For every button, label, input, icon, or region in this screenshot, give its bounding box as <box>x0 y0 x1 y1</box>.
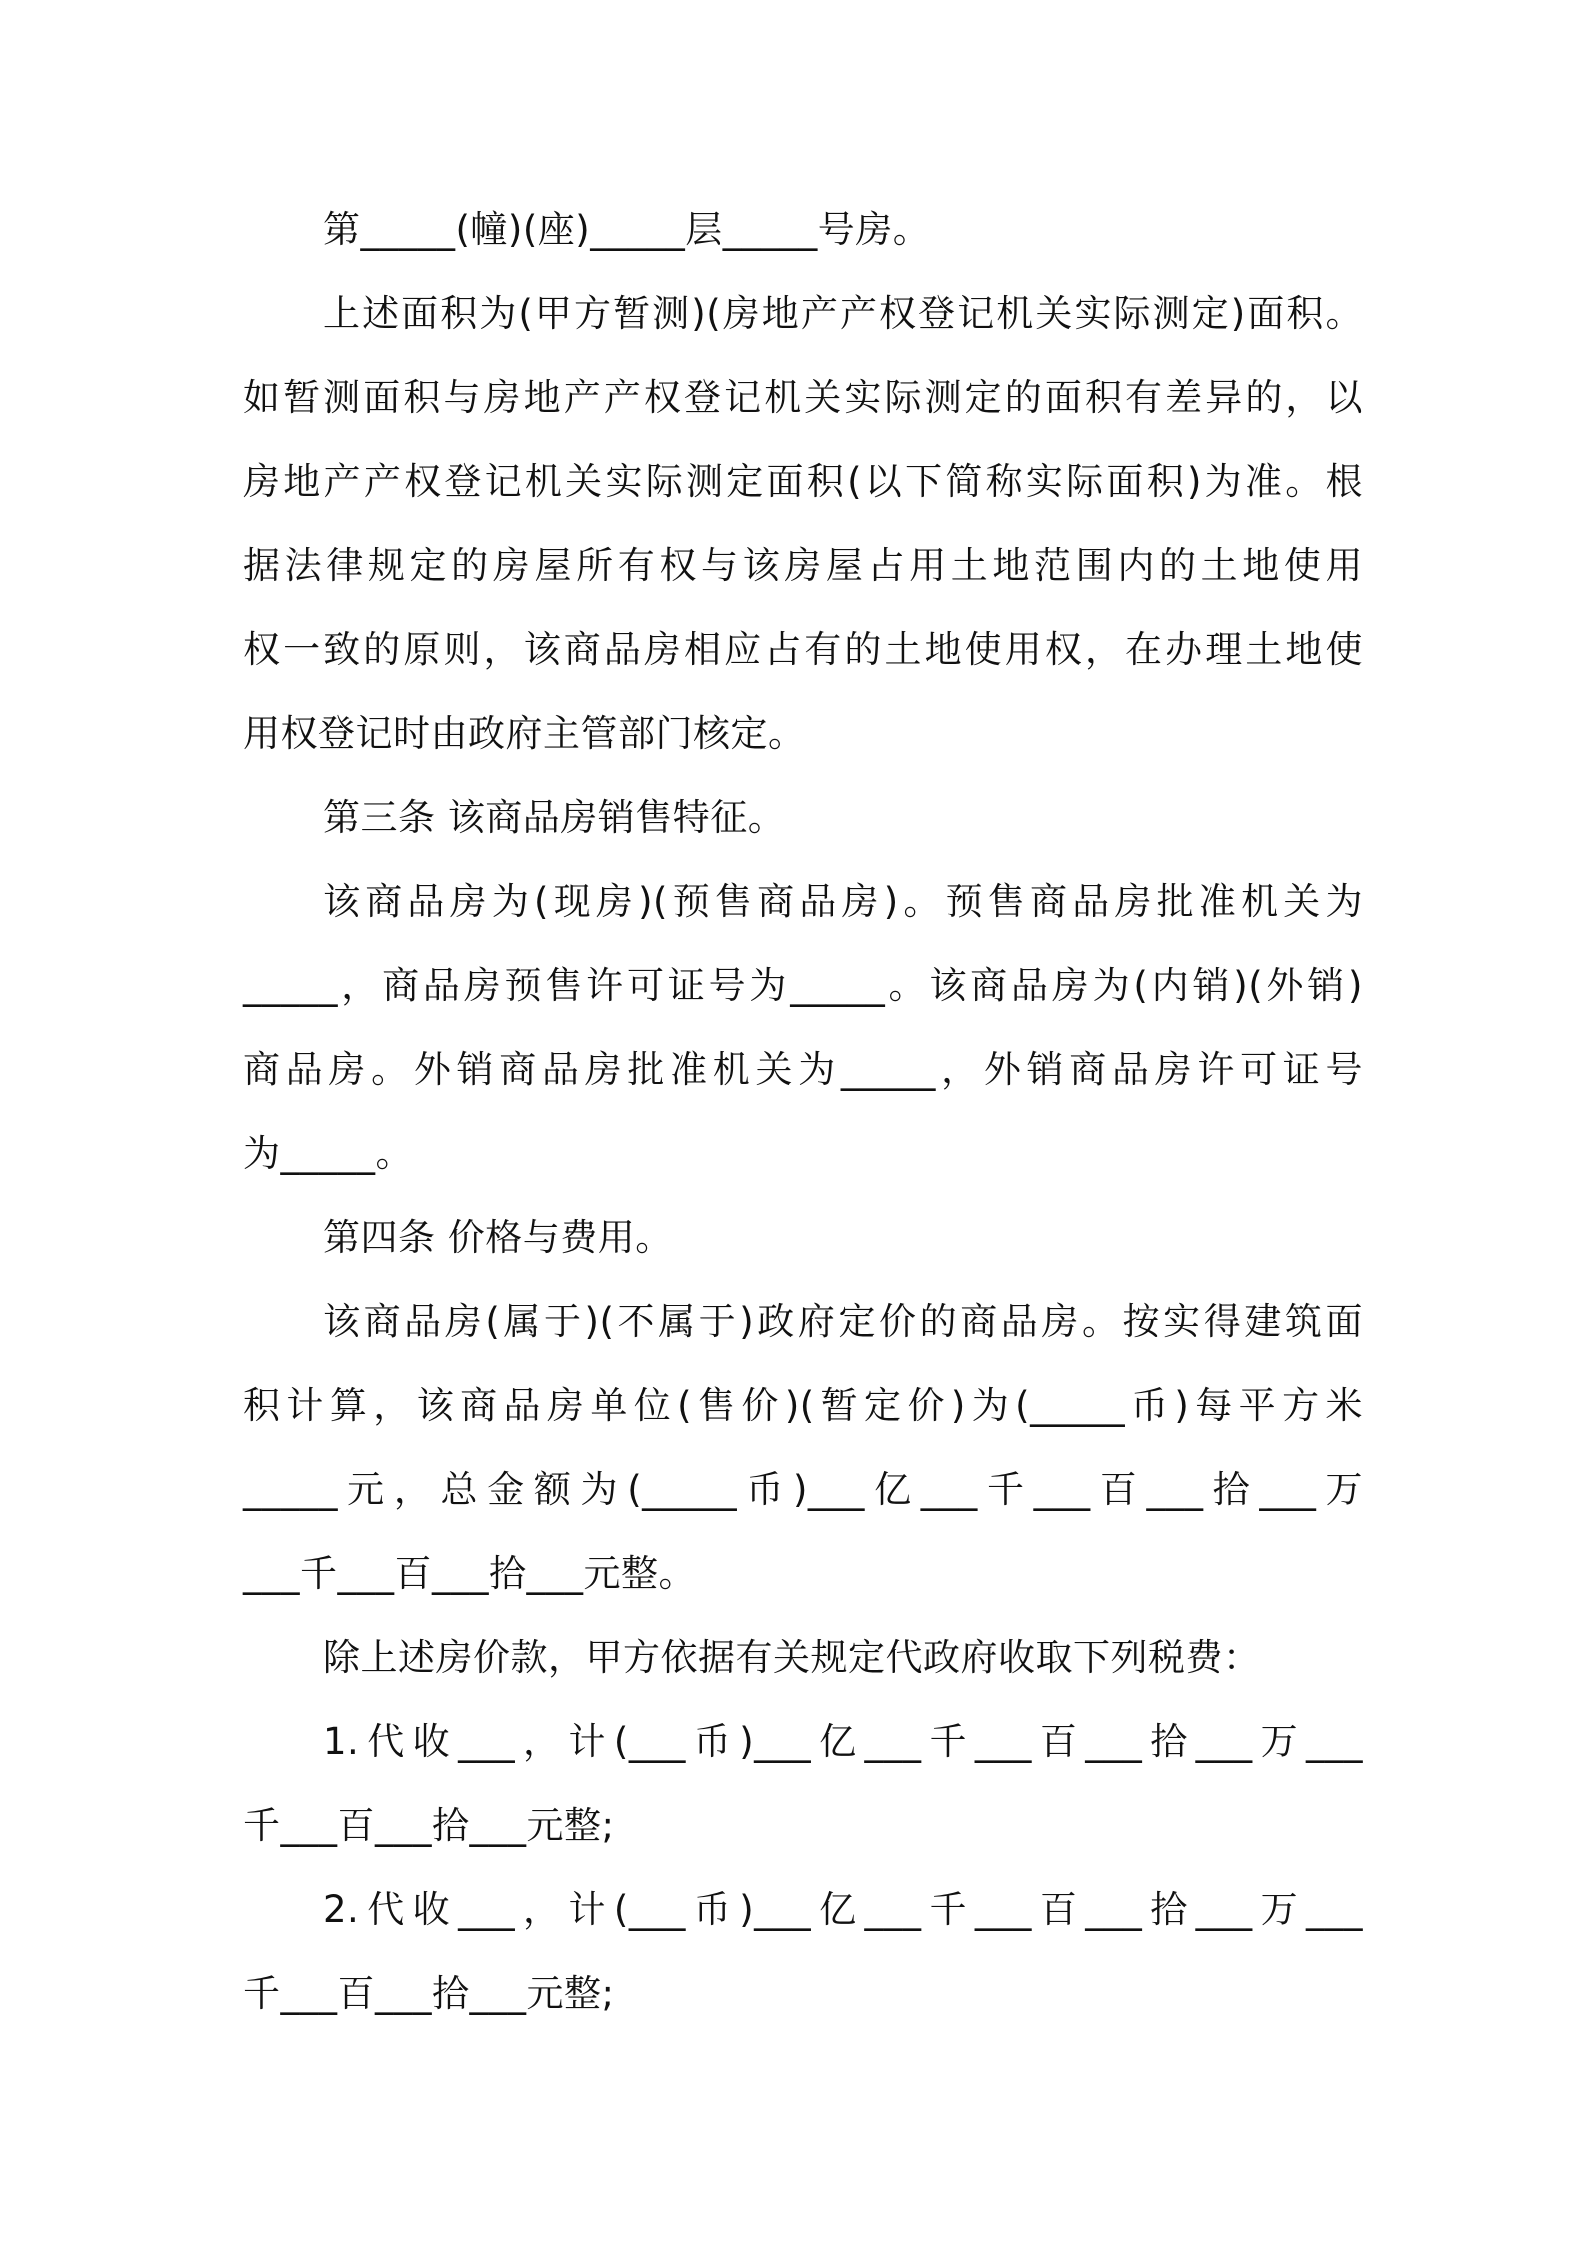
text-line: 据法律规定的房屋所有权与该房屋占用土地范围内的土地使用 <box>243 544 1363 587</box>
list-item-continuation: 千___百___拾___元整; <box>243 1804 615 1847</box>
list-item-continuation: 千___百___拾___元整; <box>243 1972 615 2015</box>
text-line: _____，商品房预售许可证号为_____。该商品房为(内销)(外销) <box>243 964 1363 1007</box>
text-line: 商品房。外销商品房批准机关为_____，外销商品房许可证号 <box>243 1048 1363 1091</box>
text-line: 房地产产权登记机关实际测定面积(以下简称实际面积)为准。根 <box>243 460 1363 503</box>
text-line: 除上述房价款，甲方依据有关规定代政府收取下列税费： <box>323 1636 1261 1679</box>
text-line: 为_____。 <box>243 1132 413 1175</box>
text-line: ___千___百___拾___元整。 <box>243 1552 696 1595</box>
text-line: 该商品房为(现房)(预售商品房)。预售商品房批准机关为 <box>323 880 1363 923</box>
text-line: 积计算，该商品房单位(售价)(暂定价)为(_____币)每平方米 <box>243 1384 1363 1427</box>
list-item: 1.代收___，计(___币)___亿___千___百___拾___万___ <box>323 1720 1363 1763</box>
text-line: 用权登记时由政府主管部门核定。 <box>243 712 806 755</box>
text-line: 权一致的原则，该商品房相应占有的土地使用权，在办理土地使 <box>243 628 1363 671</box>
list-item: 2.代收___，计(___币)___亿___千___百___拾___万___ <box>323 1888 1363 1931</box>
section-heading: 第三条 该商品房销售特征。 <box>323 796 786 839</box>
text-line: 该商品房(属于)(不属于)政府定价的商品房。按实得建筑面 <box>323 1300 1363 1343</box>
section-heading: 第四条 价格与费用。 <box>323 1216 673 1259</box>
text-line: 第_____(幢)(座)_____层_____号房。 <box>323 208 931 251</box>
document-body <box>243 188 1363 2036</box>
text-line: 如暂测面积与房地产产权登记机关实际测定的面积有差异的，以 <box>243 376 1363 419</box>
text-line: 上述面积为(甲方暂测)(房地产产权登记机关实际测定)面积。 <box>323 292 1363 335</box>
text-line: _____元，总金额为(_____币)___亿___千___百___拾___万 <box>243 1468 1363 1511</box>
